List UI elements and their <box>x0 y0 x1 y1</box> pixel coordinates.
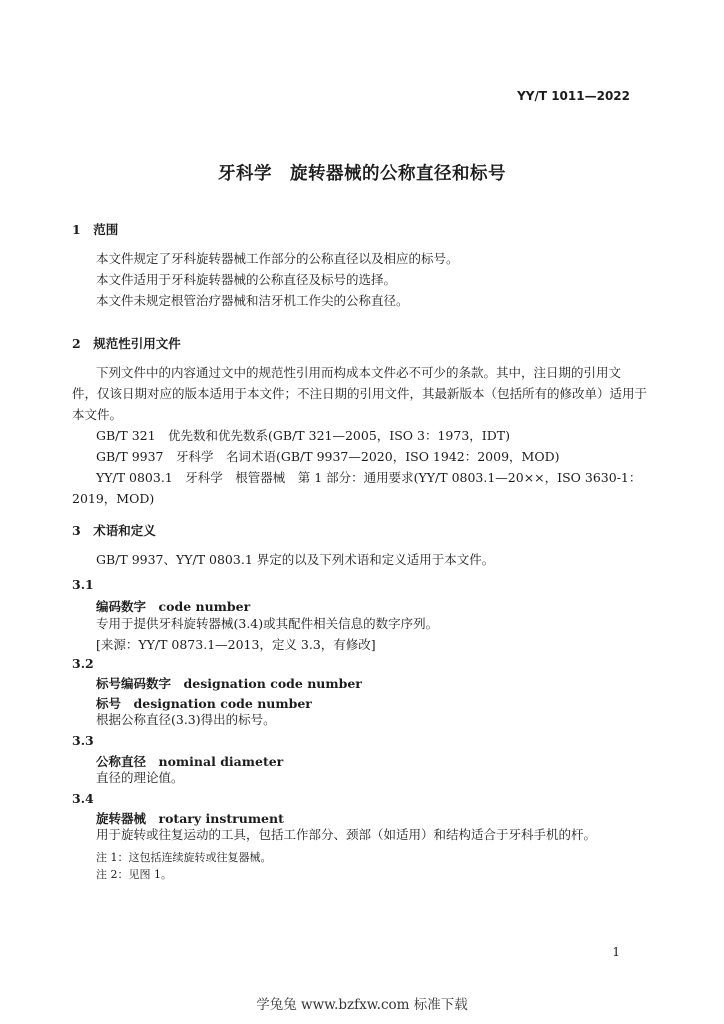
reference-gbt-9937: GB/T 9937 牙科学 名词术语(GB/T 9937—2020，ISO 1942：2009，MOD) <box>96 449 560 464</box>
term-3-4-definition: 用于旋转或往复运动的工具，包括工作部分、颈部（如适用）和结构适合于牙科手机的杆。 <box>96 827 597 842</box>
section-3-heading: 3 术语和定义 <box>72 523 156 538</box>
term-3-2-number: 3.2 <box>72 656 94 671</box>
section-3-intro: GB/T 9937、YY/T 0803.1 界定的以及下列术语和定义适用于本文件。 <box>96 552 495 567</box>
term-3-3-name: 公称直径 nominal diameter <box>96 754 284 769</box>
term-3-2-definition: 根据公称直径(3.3)得出的标号。 <box>96 712 276 727</box>
term-3-4-name: 旋转器械 rotary instrument <box>96 811 284 826</box>
term-3-4-number: 3.4 <box>72 791 94 806</box>
term-3-1-definition: 专用于提供牙科旋转器械(3.4)或其配件相关信息的数字序列。 <box>96 616 439 631</box>
term-3-3-definition: 直径的理论值。 <box>96 770 184 785</box>
term-3-1-number: 3.1 <box>72 577 94 592</box>
document-title: 牙科学 旋转器械的公称直径和标号 <box>218 164 506 184</box>
term-3-4-note-2: 注 2：见图 1。 <box>96 868 172 881</box>
section-1-line-3: 本文件未规定根管治疗器械和洁牙机工作尖的公称直径。 <box>96 293 409 308</box>
term-3-1-source: [来源：YY/T 0873.1—2013，定义 3.3，有修改] <box>96 637 376 652</box>
section-1-heading: 1 范围 <box>72 222 119 237</box>
reference-gbt-321: GB/T 321 优先数和优先数系(GB/T 321—2005，ISO 3：1973，IDT) <box>96 428 510 443</box>
footer-watermark: 学兔兔 www.bzfxw.com 标准下载 <box>256 997 468 1013</box>
section-1-line-2: 本文件适用于牙科旋转器械的公称直径及标号的选择。 <box>96 272 397 287</box>
section-2-intro-line-2: 件，仅该日期对应的版本适用于本文件；不注日期的引用文件，其最新版本（包括所有的修改单）适用于 <box>72 386 648 401</box>
section-2-intro-line-1: 下列文件中的内容通过文中的规范性引用而构成本文件必不可少的条款。其中，注日期的引用文 <box>96 365 622 380</box>
document-code: YY/T 1011—2022 <box>517 89 630 103</box>
term-3-4-note-1: 注 1：这包括连续旋转或往复器械。 <box>96 851 272 864</box>
reference-yyt-0803-1-cont: 2019，MOD) <box>72 491 155 506</box>
section-1-line-1: 本文件规定了牙科旋转器械工作部分的公称直径以及相应的标号。 <box>96 251 459 266</box>
section-2-intro-line-3: 本文件。 <box>72 407 123 422</box>
section-2-heading: 2 规范性引用文件 <box>72 336 181 351</box>
page-number: 1 <box>612 945 620 959</box>
reference-yyt-0803-1: YY/T 0803.1 牙科学 根管器械 第 1 部分：通用要求(YY/T 0803.1—20××，ISO 3630-1： <box>96 470 642 485</box>
term-3-2-alt-name: 标号 designation code number <box>96 696 312 711</box>
term-3-3-number: 3.3 <box>72 733 94 748</box>
term-3-2-name: 标号编码数字 designation code number <box>96 676 362 691</box>
term-3-1-name: 编码数字 code number <box>96 599 251 614</box>
